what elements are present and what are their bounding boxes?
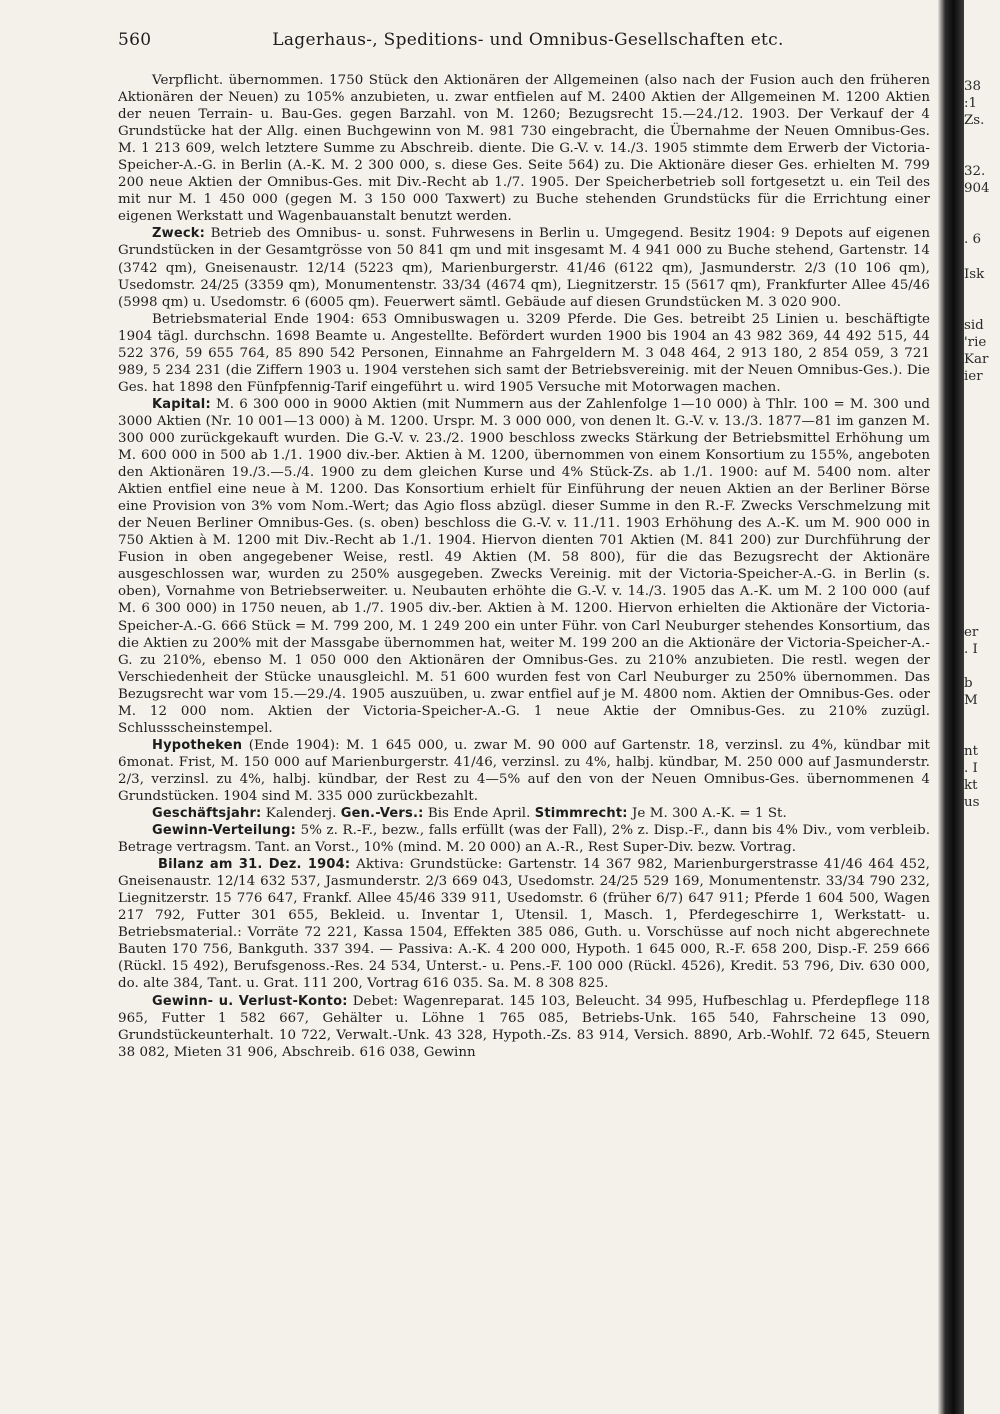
section-geschaeftsjahr bbox=[118, 805, 930, 822]
adjacent-page-line: us bbox=[964, 794, 980, 810]
adjacent-page-line bbox=[964, 248, 1000, 265]
section-heading: Kapital: bbox=[152, 396, 211, 412]
adjacent-page-line: . I bbox=[964, 641, 978, 657]
adjacent-page-line bbox=[964, 487, 1000, 504]
section-heading: Geschäftsjahr: bbox=[152, 806, 262, 822]
section-heading-stimmrecht: Stimmrecht: bbox=[534, 806, 628, 822]
page-header bbox=[118, 30, 938, 60]
adjacent-page-line: 904 bbox=[964, 181, 990, 197]
adjacent-page-line bbox=[964, 845, 1000, 862]
adjacent-page-line bbox=[964, 589, 1000, 606]
adjacent-page-line bbox=[964, 146, 1000, 163]
adjacent-page-line bbox=[964, 283, 1000, 300]
adjacent-page-line bbox=[964, 521, 1000, 538]
adjacent-page-line: Isk bbox=[964, 266, 985, 282]
section-text: Aktiva: Grundstücke: Gartenstr. 14 367 982, Marienburgerstrasse 41/46 464 452, Gneisenaustr. 12/14 632 537, Jasmunderstr. 2/3 669 043, Usedomstr. 24/25 529 169, Monumentenstr. 33/34 790 232, Liegnitzerstr. 15 776 647, Frankf. Allee 45/46 339 911, Usedomstr. 6 (früher 6/7) 647 911; Pferde 1 604 500, Wagen 217 792, Futter 301 655, Bekleid. u. Inventar 1, Utensil. 1, Masch. 1, Pferdegeschirre 1, Werkstatt- u. Betriebsmaterial.: Vorräte 72 221, Kassa 1504, Effekten 385 086, Guth. u. Vorschüsse auf noch nicht abgerechnete Bauten 170 756, Bankguth. 337 394. — Passiva: A.-K. 4 200 000, Hypoth. 1 645 000, R.-F. 658 200, Disp.-F. 259 666 (Rückl. 15 492), Berufsgenoss.-Res. 24 534, Unterst.- u. Pens.-F. 100 000 (Rückl. 4526), Kredit. 53 796, Div. 630 000, do. alte 384, Tant. u. Grat. 111 200, Vortrag 616 035. Sa. M. 8 308 825. bbox=[118, 857, 930, 992]
section-text: Betrieb des Omnibus- u. sonst. Fuhrwesens in Berlin u. Umgegend. Besitz 1904: 9 Depots auf eigenen Grundstücken in der Gesamtgrösse von 50 841 qm und mit insgesamt M. 4 941 000 zu Buche stehend, Gartenstr. 14 (3742 qm), Gneisenaustr. 12/14 (5223 qm), Marienburgerstr. 41/46 (6122 qm), Jasmunderstr. 2/3 (10 106 qm), Usedomstr. 24/25 (3359 qm), Monumentenstr. 33/34 (4674 qm), Liegnitzerstr. 15 (5617 qm), Frankfurter Allee 45/46 (5998 qm) u. Usedomstr. 6 (6005 qm). Feuerwert sämtl. Gebäude auf diesen Grundstücken M. 3 020 900. bbox=[118, 226, 930, 310]
section-text: M. 6 300 000 in 9000 Aktien (mit Nummern aus der Zahlenfolge 1—10 000) à Thlr. 100 = M. 300 und 3000 Aktien (Nr. 10 001—13 000) à M. 1200. Urspr. M. 3 000 000, von denen lt. G.-V. v. 13./3. 1877—81 im ganzen M. 300 000 zurückgekauft wurden. Die G.-V. v. 23./2. 1900 beschloss zwecks Stärkung der Betriebsmittel Erhöhung um M. 600 000 in 500 ab 1./1. 1900 div.-ber. Aktien à M. 1200, übernommen von einem Konsortium zu 155%, angeboten den Aktionären 19./3.—5./4. 1900 zu dem gleichen Kurse und 4% Stück-Zs. ab 1./1. 1900: auf M. 5400 nom. alter Aktien entfiel eine neue à M. 1200. Das Konsortium erhielt für Einführung der neuen Aktien an der Berliner Börse eine Provision von 3% vom Nom.-Wert; das Agio floss abzügl. dieser Summe in den R.-F. Zwecks Verschmelzung mit der Neuen Berliner Omnibus-Ges. (s. oben) beschloss die G.-V. v. 11./11. 1903 Erhöhung des A.-K. um M. 900 000 in 750 Aktien à M. 1200 mit Div.-Recht ab 1./1. 1904. Hiervon dienten 701 Aktien (M. 841 200) zur Durchführung der Fusion in oben angegebener Weise, restl. 49 Aktien (M. 58 800), für die das Bezugsrecht der Aktionäre ausgeschlossen war, wurden zu 250% ausgegeben. Zwecks Vereinig. mit der Victoria-Speicher-A.-G. in Berlin (s. oben), Vornahme von Betriebserweiter. u. Neubauten erhöhte die G.-V. v. 14./3. 1905 das A.-K. um M. 2 100 000 (auf M. 6 300 000) in 1750 neuen, ab 1./7. 1905 div.-ber. Aktien à M. 1200. Hiervon erhielten die Aktionäre der Victoria-Speicher-A.-G. 666 Stück = M. 799 200, M. 1 249 200 ein unter Führ. von Carl Neuburger stehendes Konsortium, das die Aktien zu 200% mit der Massgabe übernommen hat, weiter M. 199 200 an die Aktionäre der Victoria-Speicher-A.-G. zu 210%, ebenso M. 1 050 000 den Aktionären der Omnibus-Ges. zu 210% anzubieten. Die restl. wegen der Verschiedenheit der Stücke unausgleichl. M. 51 600 wurden fest von Carl Neuburger zu 250% übernommen. Das Bezugsrecht war vom 15.—29./4. 1905 auszuüben, u. zwar entfiel auf je M. 4800 nom. Aktien der Omnibus-Ges. oder M. 12 000 nom. Aktien der Victoria-Speicher-A.-G. 1 neue Aktie der Omnibus-Ges. zu 210% zuzügl. Schlussscheinstempel. bbox=[118, 396, 930, 736]
adjacent-page-line: nt bbox=[964, 743, 979, 759]
section-hypotheken bbox=[118, 737, 930, 805]
adjacent-page-line bbox=[964, 436, 1000, 453]
page-number: 560 bbox=[118, 30, 152, 50]
adjacent-page-line: 32. bbox=[964, 164, 986, 180]
adjacent-page-line: 'rie bbox=[964, 334, 987, 350]
adjacent-page-line bbox=[964, 555, 1000, 572]
adjacent-page-line: b bbox=[964, 675, 973, 691]
section-heading: Zweck: bbox=[152, 226, 206, 242]
section-heading: Hypotheken bbox=[152, 737, 243, 753]
adjacent-page-line bbox=[964, 402, 1000, 419]
paragraph-betriebsmaterial bbox=[118, 311, 930, 396]
adjacent-page-line bbox=[964, 726, 1000, 743]
section-text-stimmrecht: Je M. 300 A.-K. = 1 St. bbox=[632, 806, 787, 822]
section-bilanz bbox=[118, 856, 930, 992]
adjacent-page-line bbox=[964, 419, 1000, 436]
section-text-gen-vers: Bis Ende April. bbox=[427, 806, 531, 822]
section-text: Kalenderj. bbox=[265, 806, 337, 822]
section-text: Debet: Wagenreparat. 145 103, Beleucht. 34 995, Hufbeschlag u. Pferdepflege 118 965, Futter 1 582 667, Gehälter u. Löhne 1 765 085, Betriebs-Unk. 165 540, Fahrscheine 13 090, Grundstückeunterhalt. 10 722, Verwalt.-Unk. 43 328, Hypoth.-Zs. 83 914, Versich. 8890, Arb.-Wohlf. 72 645, Steuern 38 082, Mieten 31 906, Abschreib. 616 038, Gewinn bbox=[118, 993, 930, 1060]
paragraph-text: Verpflicht. übernommen. 1750 Stück den Aktionären der Allgemeinen (also nach der Fusion auch den früheren Aktionären der Neuen) zu 105% anzubieten, u. zwar entfielen auf M. 2400 Aktien der Allgemeinen M. 1200 Aktien der neuen Terrain- u. Bau-Ges. gegen Barzahl. von M. 1260; Bezugsrecht 15.—24./12. 1903. Der Verkauf der 4 Grundstücke hat der Allg. einen Buchgewinn von M. 981 730 eingebracht, die Übernahme der Neuen Omnibus-Ges. M. 1 213 609, welch letztere Summe zu Abschreib. diente. Die G.-V. v. 14./3. 1905 stimmte dem Erwerb der Victoria-Speicher-A.-G. in Berlin (A.-K. M. 2 300 000, s. diese Ges. Seite 564) zu. Die Aktionäre dieser Ges. erhielten M. 799 200 neue Aktien der Omnibus-Ges. mit Div.-Recht ab 1./7. 1905. Der Speicherbetrieb soll fortgesetzt u. ein Teil des mit nur M. 1 450 000 (gegen M. 3 150 000 Taxwert) zu Buche stehenden Grundstücks für die Errichtung einer eigenen Werkstatt und Wagenbauanstalt benutzt werden. bbox=[118, 73, 930, 225]
paragraph-continuation bbox=[118, 72, 930, 225]
adjacent-page-line: ier bbox=[964, 368, 983, 384]
paragraph-text: Betriebsmaterial Ende 1904: 653 Omnibuswagen u. 3209 Pferde. Die Ges. betreibt 25 Linien u. beschäftigte 1904 tägl. durchschn. 1698 Beamte u. Angestellte. Befördert wurden 1900 bis 1904 an 43 982 369, 44 492 515, 44 522 376, 59 655 764, 85 890 542 Personen, Einnahme an Fahrgeldern M. 3 048 464, 2 913 180, 2 854 059, 3 721 989, 5 234 231 (die Ziffern 1903 u. 1904 verstehen sich samt der Betriebsvereinig. mit der Neuen Omnibus-Ges.). Die Ges. hat 1898 den Fünfpfennig-Tarif eingeführt u. wird 1905 Versuche mit Motorwagen machen. bbox=[118, 311, 930, 395]
adjacent-page-line: . 6 bbox=[964, 232, 982, 248]
adjacent-page-line bbox=[964, 214, 1000, 231]
body-text bbox=[118, 72, 930, 1402]
section-heading: Bilanz am 31. Dez. 1904: bbox=[158, 857, 351, 873]
adjacent-page-line bbox=[964, 470, 1000, 487]
section-heading: Gewinn-Verteilung: bbox=[152, 823, 297, 839]
adjacent-page-line: er bbox=[964, 624, 979, 640]
adjacent-page-line bbox=[964, 828, 1000, 845]
adjacent-page-line: :1 bbox=[964, 96, 978, 112]
section-text: 5% z. R.-F., bezw., falls erfüllt (was der Fall), 2% z. Disp.-F., dann bis 4% Div., vom verbleib. Betrage vertragsm. Tant. an Vorst., 10% (mind. M. 20 000) an A.-R., Rest Super-Div. bezw. Vortrag. bbox=[118, 823, 930, 856]
section-gewinn-verteilung bbox=[118, 822, 930, 856]
adjacent-page-line: Kar bbox=[964, 351, 989, 367]
adjacent-page-line bbox=[964, 896, 1000, 913]
adjacent-page-line: 38 bbox=[964, 79, 982, 94]
adjacent-page-line bbox=[964, 504, 1000, 521]
adjacent-page-line bbox=[964, 930, 1000, 947]
adjacent-page-line bbox=[964, 658, 1000, 675]
adjacent-page-line bbox=[964, 300, 1000, 317]
adjacent-page-line bbox=[964, 811, 1000, 828]
section-zweck bbox=[118, 225, 930, 310]
adjacent-page-line bbox=[964, 879, 1000, 896]
book-gutter-shadow bbox=[938, 0, 964, 1414]
adjacent-page-line bbox=[964, 572, 1000, 589]
adjacent-page-line: M bbox=[964, 692, 978, 708]
adjacent-page-line bbox=[964, 709, 1000, 726]
adjacent-page-line bbox=[964, 129, 1000, 146]
adjacent-page-line bbox=[964, 538, 1000, 555]
adjacent-page-line: kt bbox=[964, 777, 978, 793]
section-kapital bbox=[118, 396, 930, 737]
adjacent-page-line: Zs. bbox=[964, 113, 985, 129]
adjacent-page-line bbox=[964, 862, 1000, 879]
adjacent-page-line bbox=[964, 453, 1000, 470]
adjacent-page-line: sid bbox=[964, 317, 984, 333]
section-heading-gen-vers: Gen.-Vers.: bbox=[340, 806, 424, 822]
adjacent-page-line bbox=[964, 913, 1000, 930]
adjacent-page-fragment bbox=[964, 78, 1000, 1378]
adjacent-page-line bbox=[964, 197, 1000, 214]
adjacent-page-line bbox=[964, 606, 1000, 623]
adjacent-page-line bbox=[964, 385, 1000, 402]
section-gewinn-verlust bbox=[118, 993, 930, 1061]
adjacent-page-line: . I bbox=[964, 760, 978, 776]
section-text: (Ende 1904): M. 1 645 000, u. zwar M. 90 000 auf Gartenstr. 18, verzinsl. zu 4%, kündbar mit 6monat. Frist, M. 150 000 auf Marienburgerstr. 41/46, verzinsl. zu 4%, halbj. kündbar, M. 250 000 auf Jasmunderstr. 2/3, verzinsl. zu 4%, halbj. kündbar, der Rest zu 4—5% auf den von der Neuen Omnibus-Ges. übernommenen 4 Grundstücken. 1904 sind M. 335 000 zurückbezahlt. bbox=[118, 737, 930, 804]
running-title: Lagerhaus-, Speditions- und Omnibus-Gesellschaften etc. bbox=[272, 30, 784, 50]
section-heading: Gewinn- u. Verlust-Konto: bbox=[152, 993, 348, 1009]
